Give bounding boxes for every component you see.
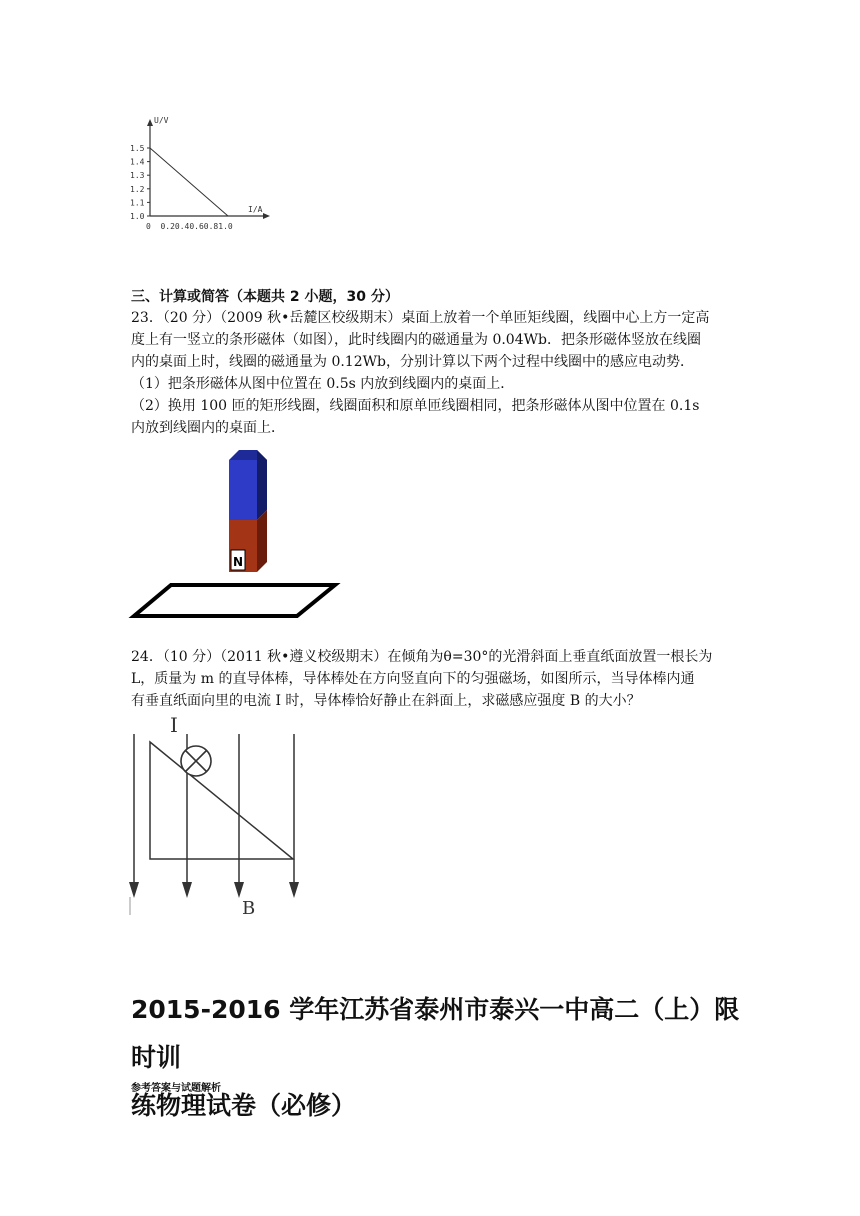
q23-line: 23．（20 分）（2009 秋•岳麓区校级期末）桌面上放着一个单匝矩线圈，线圈中心上方一定高 (131, 310, 710, 326)
field-arrowhead (129, 882, 139, 898)
magnet-coil-figure (128, 446, 343, 622)
q24-line: 24．（10 分）（2011 秋•遵义校级期末）在倾角为θ=30°的光滑斜面上垂直纸面放置一根长为 (131, 649, 713, 665)
u-i-graph (128, 112, 278, 237)
field-arrowhead (182, 882, 192, 898)
data-line (150, 148, 228, 216)
field-label: B (242, 898, 256, 917)
question-23 (131, 307, 731, 439)
field-arrowhead (234, 882, 244, 898)
y-tick-labels (130, 144, 150, 221)
y-tick-label: 1.2 (130, 184, 145, 194)
x-tick-labels: 0 0.20.40.60.81.0 (146, 222, 233, 231)
y-axis-arrow (147, 119, 153, 126)
magnet-side-red (257, 510, 267, 572)
title-line: 练物理试卷（必修） (131, 1091, 357, 1120)
incline-triangle (150, 742, 293, 859)
magnet-blue-half (229, 460, 257, 520)
y-tick-label: 1.3 (130, 171, 145, 181)
q23-line: （2）换用 100 匝的矩形线圈，线圈面积和原单匝线圈相同，把条形磁体从图中位置在 0.1s (131, 398, 700, 414)
title-line: 2015-2016 学年江苏省泰州市泰兴一中高二（上）限时训 (131, 995, 740, 1072)
current-label: I (170, 713, 178, 737)
q23-line: 内放到线圈内的桌面上． (131, 420, 285, 436)
q24-line: 有垂直纸面向里的电流 I 时，导体棒恰好静止在斜面上，求磁感应强度 B 的大小？ (131, 693, 641, 709)
document-title (131, 986, 741, 1130)
q23-line: 度上有一竖立的条形磁体（如图），此时线圈内的磁通量为 0.04Wb．把条形磁体竖放在线圈 (131, 332, 701, 348)
y-tick-label: 1.5 (130, 144, 145, 153)
y-tick-label: 1.4 (130, 157, 145, 167)
magnet-n-label: N (233, 555, 244, 569)
y-tick-label: 1.0 (130, 212, 145, 221)
coil (134, 585, 335, 616)
y-axis-label: U/V (154, 116, 169, 125)
incline-figure (128, 712, 313, 917)
y-tick-label: 1.1 (130, 198, 145, 208)
x-axis-arrow (263, 213, 270, 219)
q23-line: （1）把条形磁体从图中位置在 0.5s 内放到线圈内的桌面上． (131, 376, 515, 392)
q23-line: 内的桌面上时，线圈的磁通量为 0.12Wb，分别计算以下两个过程中线圈中的感应电动势． (131, 354, 694, 370)
magnet-side-blue (257, 450, 267, 520)
field-arrowhead (289, 882, 299, 898)
section-heading: 三、计算或简答（本题共 2 小题，30 分） (131, 289, 399, 305)
q24-line: L，质量为 m 的直导体棒，导体棒处在方向竖直向下的匀强磁场，如图所示，当导体棒内通 (131, 671, 695, 687)
answers-subtitle: 参考答案与试题解析 (131, 1083, 221, 1094)
x-axis-label: I/A (248, 205, 263, 214)
question-24 (131, 646, 731, 712)
